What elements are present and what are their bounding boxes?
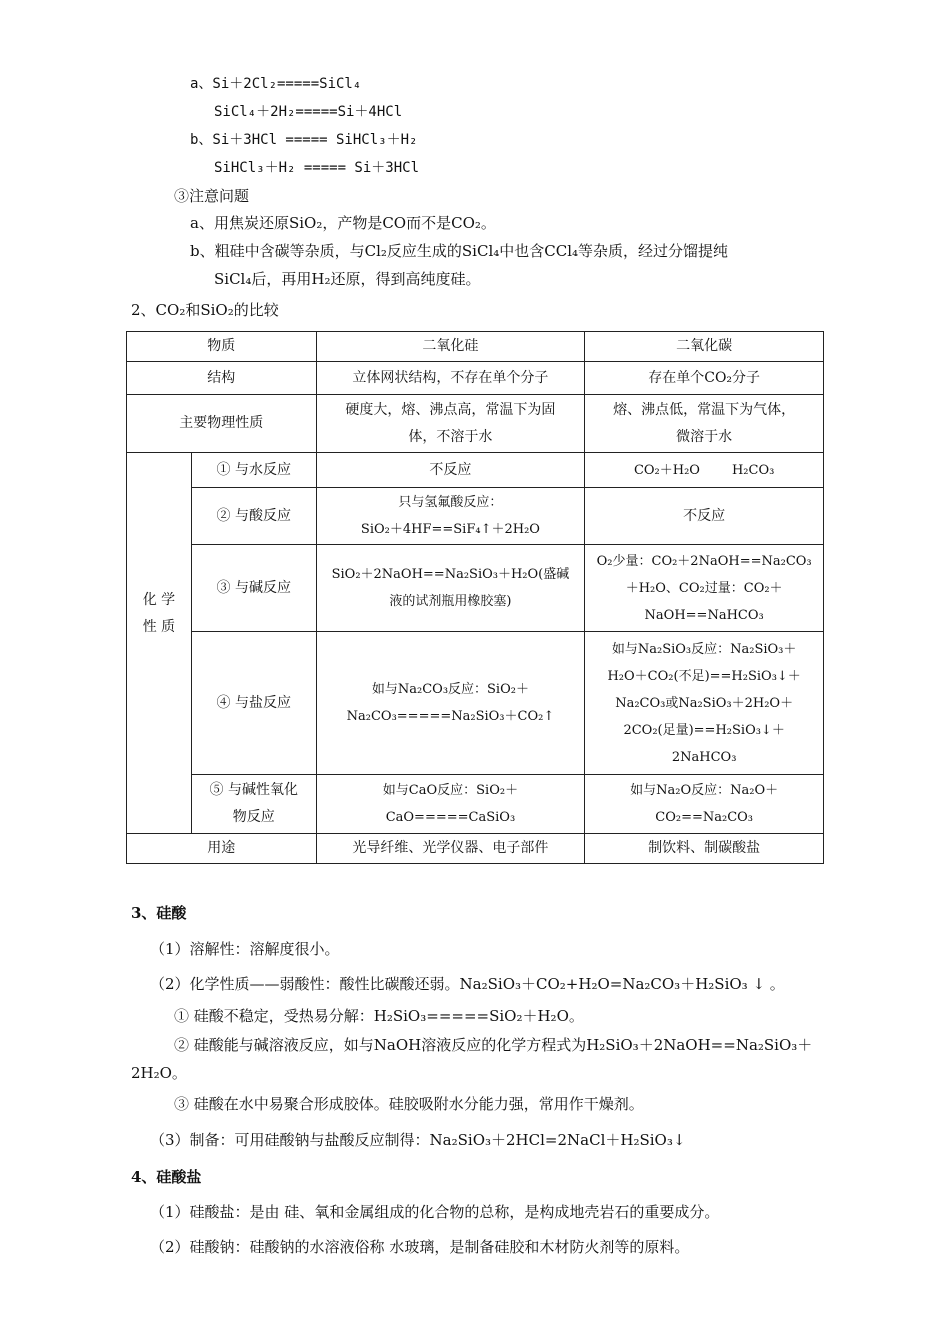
row-label-use: 用途 <box>127 834 317 864</box>
table-row <box>127 488 824 545</box>
row-label-structure: 结构 <box>127 362 317 395</box>
section-3-p2c: ③ 硅酸在水中易聚合形成胶体。硅胶吸附水分能力强，常用作干燥剂。 <box>174 1095 644 1113</box>
row-label-oxide: ⑤ 与碱性氧化 物反应 <box>191 775 316 834</box>
salt-co2: 如与Na₂SiO₃反应：Na₂SiO₃＋ H₂O＋CO₂(不足)==H₂SiO₃↓＋ Na₂CO₃或Na₂SiO₃＋2H₂O＋ 2CO₂(足量)==H₂SiO₃↓＋ 2NaHCO₃ <box>585 632 824 775</box>
section-3-p3: （3）制备：可用硅酸钠与盐酸反应制得：Na₂SiO₃＋2HCl=2NaCl＋H₂SiO₃↓ <box>150 1131 686 1149</box>
acid-sio2: 只与氢氟酸反应： SiO₂＋4HF==SiF₄↑＋2H₂O <box>316 488 585 545</box>
notes-heading: ③注意问题 <box>174 187 250 205</box>
physical-sio2: 硬度大，熔、沸点高，常温下为固 体，不溶于水 <box>316 395 585 453</box>
header-substance: 物质 <box>127 332 317 362</box>
row-label-physical: 主要物理性质 <box>127 395 317 453</box>
note-b-line2: SiCl₄后，再用H₂还原，得到高纯度硅。 <box>214 270 481 288</box>
section-3-title: 3、硅酸 <box>131 904 187 922</box>
reaction-line-b1: b、Si＋3HCl ===== SiHCl₃＋H₂ <box>190 132 418 148</box>
base-co2: O₂少量：CO₂＋2NaOH==Na₂CO₃ ＋H₂O、CO₂过量：CO₂＋ NaOH==NaHCO₃ <box>585 545 824 632</box>
row-label-salt: ④ 与盐反应 <box>191 632 316 775</box>
section-3-p2b-line1: ② 硅酸能与碱溶液反应，如与NaOH溶液反应的化学方程式为H₂SiO₃＋2NaOH==Na₂SiO₃＋ <box>174 1036 813 1054</box>
structure-sio2: 立体网状结构，不存在单个分子 <box>316 362 585 395</box>
table-row <box>127 775 824 834</box>
header-sio2: 二氧化硅 <box>316 332 585 362</box>
section-4-p1: （1）硅酸盐：是由 硅、氧和金属组成的化合物的总称，是构成地壳岩石的重要成分。 <box>150 1203 720 1221</box>
oxide-co2: 如与Na₂O反应：Na₂O＋ CO₂==Na₂CO₃ <box>585 775 824 834</box>
chem-properties-label: 化 学 性 质 <box>127 453 192 775</box>
reaction-line-a1: a、Si＋2Cl₂=====SiCl₄ <box>190 76 362 92</box>
table-row <box>127 834 824 864</box>
table-row <box>127 395 824 453</box>
table-row <box>127 362 824 395</box>
reaction-line-a2: SiCl₄＋2H₂=====Si＋4HCl <box>214 104 403 120</box>
oxide-sio2: 如与CaO反应：SiO₂＋ CaO=====CaSiO₃ <box>316 775 585 834</box>
table-row <box>127 545 824 632</box>
row-label-water: ① 与水反应 <box>191 453 316 488</box>
section-2-title: 2、CO₂和SiO₂的比较 <box>131 301 279 319</box>
salt-sio2: 如与Na₂CO₃反应：SiO₂＋ Na₂CO₃=====Na₂SiO₃＋CO₂↑ <box>316 632 585 775</box>
section-3-p1: （1）溶解性：溶解度很小。 <box>150 940 340 958</box>
row-label-base: ③ 与碱反应 <box>191 545 316 632</box>
structure-co2: 存在单个CO₂分子 <box>585 362 824 395</box>
table-row <box>127 453 824 488</box>
section-3-p2b-line2: 2H₂O。 <box>131 1064 187 1082</box>
note-a: a、用焦炭还原SiO₂，产物是CO而不是CO₂。 <box>190 214 496 232</box>
section-4-p2: （2）硅酸钠：硅酸钠的水溶液俗称 水玻璃，是制备硅胶和木材防火剂等的原料。 <box>150 1238 690 1256</box>
header-co2: 二氧化碳 <box>585 332 824 362</box>
table-row <box>127 632 824 775</box>
section-4-title: 4、硅酸盐 <box>131 1168 202 1186</box>
comparison-table <box>126 331 824 864</box>
row-label-acid: ② 与酸反应 <box>191 488 316 545</box>
section-3-p2a: ① 硅酸不稳定，受热易分解：H₂SiO₃=====SiO₂＋H₂O。 <box>174 1007 584 1025</box>
table-row <box>127 332 824 362</box>
water-co2: CO₂＋H₂O H₂CO₃ <box>585 453 824 488</box>
acid-co2: 不反应 <box>585 488 824 545</box>
water-sio2: 不反应 <box>316 453 585 488</box>
note-b-line1: b、粗硅中含碳等杂质，与Cl₂反应生成的SiCl₄中也含CCl₄等杂质，经过分馏提纯 <box>190 242 729 260</box>
chem-properties-filler <box>127 775 192 834</box>
use-co2: 制饮料、制碳酸盐 <box>585 834 824 864</box>
section-3-p2: （2）化学性质——弱酸性：酸性比碳酸还弱。Na₂SiO₃＋CO₂+H₂O=Na₂CO₃＋H₂SiO₃ ↓ 。 <box>150 975 785 993</box>
reaction-line-b2: SiHCl₃＋H₂ ===== Si＋3HCl <box>214 160 420 176</box>
base-sio2: SiO₂＋2NaOH==Na₂SiO₃＋H₂O(盛碱 液的试剂瓶用橡胶塞) <box>316 545 585 632</box>
physical-co2: 熔、沸点低，常温下为气体， 微溶于水 <box>585 395 824 453</box>
use-sio2: 光导纤维、光学仪器、电子部件 <box>316 834 585 864</box>
